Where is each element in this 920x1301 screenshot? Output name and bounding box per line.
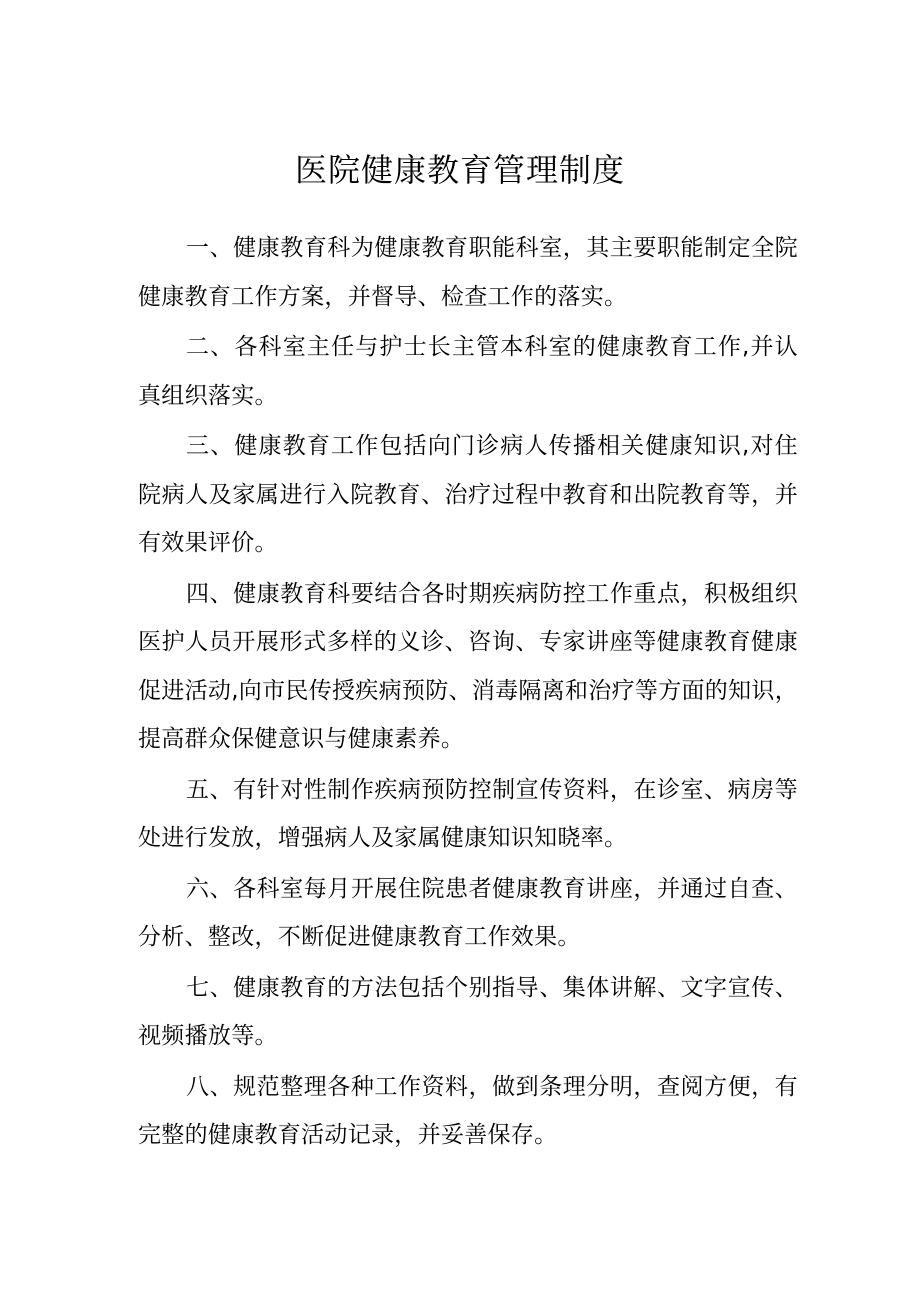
paragraph-5: 五、有针对性制作疾病预防控制宣传资料，在诊室、病房等处进行发放，增强病人及家属健康知识知晓率。	[138, 776, 798, 851]
paragraph-7: 七、健康教育的方法包括个别指导、集体讲解、文字宣传、视频播放等。	[138, 974, 798, 1049]
paragraph-8: 八、规范整理各种工作资料，做到条理分明，查阅方便，有完整的健康教育活动记录，并妥善保存。	[138, 1073, 798, 1148]
paragraph-6: 六、各科室每月开展住院患者健康教育讲座，并通过自查、分析、整改，不断促进健康教育工作效果。	[138, 875, 798, 950]
document-body	[138, 224, 798, 1162]
paragraph-3: 三、健康教育工作包括向门诊病人传播相关健康知识,对住院病人及家属进行入院教育、治疗过程中教育和出院教育等，并有效果评价。	[138, 433, 798, 556]
paragraph-4: 四、健康教育科要结合各时期疾病防控工作重点，积极组织医护人员开展形式多样的义诊、咨询、专家讲座等健康教育健康促进活动,向市民传授疾病预防、消毒隔离和治疗等方面的知识，提高群众保健意识与健康素养。	[138, 580, 799, 752]
paragraph-2: 二、各科室主任与护士长主管本科室的健康教育工作,并认真组织落实。	[138, 334, 798, 409]
paragraph-1: 一、健康教育科为健康教育职能科室，其主要职能制定全院健康教育工作方案，并督导、检查工作的落实。	[138, 235, 798, 310]
page-title: 医院健康教育管理制度	[294, 151, 625, 189]
